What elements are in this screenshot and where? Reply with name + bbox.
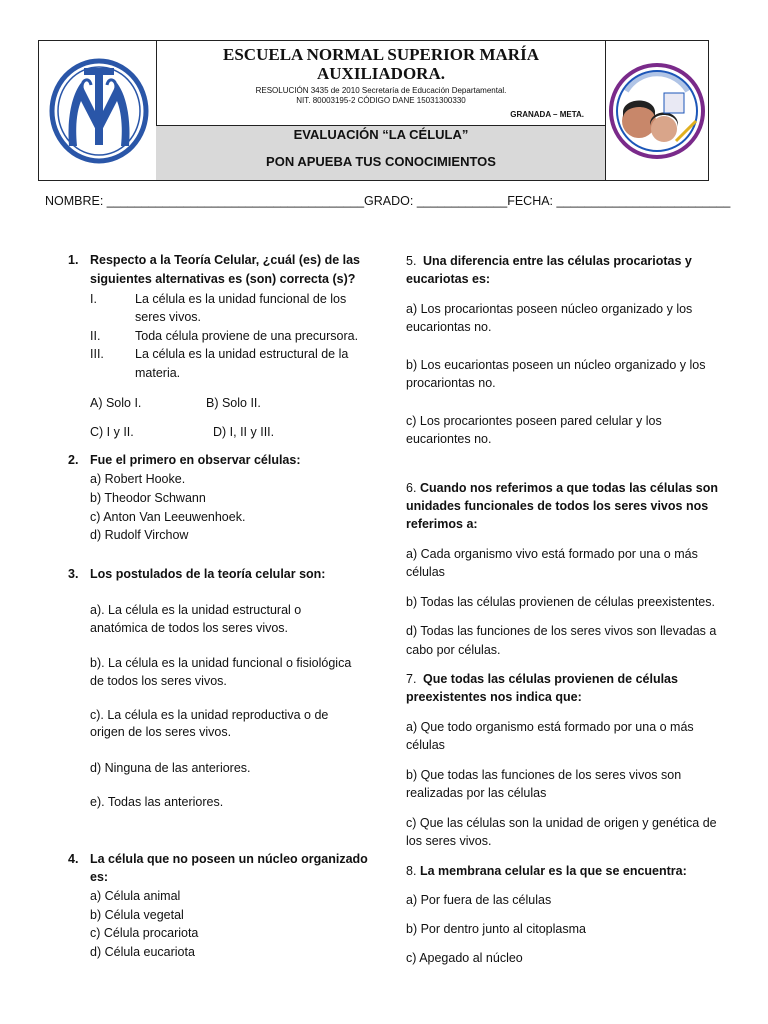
q1-text-line1: Respecto a la Teoría Celular, ¿cuál (es) de las <box>90 253 361 267</box>
q6-number: 6. <box>406 481 417 495</box>
resolution-text: RESOLUCIÓN 3435 de 2010 Secretaría de Educación Departamental. <box>255 86 507 95</box>
q1-statement-1b: seres vivos. <box>135 310 201 324</box>
q1-statement-3b: materia. <box>135 366 181 380</box>
q3-option-b-line2: de todos los seres vivos. <box>90 674 227 688</box>
q6-option-d-line2: cabo por células. <box>406 643 501 657</box>
q1-statement-3a: La célula es la unidad estructural de la <box>135 347 349 361</box>
evaluation-title: EVALUACIÓN “LA CÉLULA” <box>156 125 606 145</box>
q4-option-c: c) Célula procariota <box>90 926 199 940</box>
q7-option-c-line2: los seres vivos. <box>406 834 492 848</box>
q7-option-a-line2: células <box>406 738 445 752</box>
q3-option-c-line1: c). La célula es la unidad reproductiva o de <box>90 708 329 722</box>
q1-statement-1a: La célula es la unidad funcional de los <box>135 292 347 306</box>
q5-option-a-line2: eucariontas no. <box>406 320 492 334</box>
school-name-line2: AUXILIADORA. <box>317 64 445 83</box>
q3-option-d: d) Ninguna de las anteriores. <box>90 761 251 775</box>
saints-emblem-icon <box>606 41 708 180</box>
header-box <box>38 40 709 181</box>
q6-text-line1: Cuando nos referimos a que todas las células son <box>420 481 718 495</box>
q7-text-line2: preexistentes nos indica que: <box>406 690 582 704</box>
q2-text: Fue el primero en observar células: <box>90 453 301 467</box>
q6-option-a-line1: a) Cada organismo vivo está formado por una o más <box>406 547 698 561</box>
q8-number: 8. <box>406 864 417 878</box>
q1-roman-1: I. <box>90 292 97 306</box>
q7-number: 7. <box>406 672 417 686</box>
header-center <box>156 41 606 180</box>
q8-option-b: b) Por dentro junto al citoplasma <box>406 922 586 936</box>
q6-option-d-line1: d) Todas las funciones de los seres vivos son llevadas a <box>406 624 717 638</box>
q1-roman-3: III. <box>90 347 104 361</box>
q6-option-b: b) Todas las células provienen de células preexistentes. <box>406 595 715 609</box>
q8-option-a: a) Por fuera de las células <box>406 893 552 907</box>
q2-option-c: c) Anton Van Leeuwenhoek. <box>90 510 246 524</box>
q7-option-a-line1: a) Que todo organismo está formado por una o más <box>406 720 694 734</box>
q4-text-line2: es: <box>90 870 109 884</box>
q5-text-line1: Una diferencia entre las células procariotas y <box>423 254 692 268</box>
school-logo <box>39 41 157 180</box>
q1-number: 1. <box>68 253 79 267</box>
q2-option-d: d) Rudolf Virchow <box>90 528 189 542</box>
q3-text: Los postulados de la teoría celular son: <box>90 567 326 581</box>
q5-text-line2: eucariotas es: <box>406 272 491 286</box>
q8-option-c: c) Apegado al núcleo <box>406 951 523 965</box>
q1-option-d: D) I, II y III. <box>213 425 275 439</box>
q7-option-b-line2: realizadas por las células <box>406 786 547 800</box>
q6-text-line2: unidades funcionales de todos los seres vivos nos <box>406 499 709 513</box>
don-bosco-logo <box>605 41 708 180</box>
school-monogram-icon <box>39 41 156 180</box>
q1-text-line2: siguientes alternativas es (son) correcta (s)? <box>90 272 356 286</box>
q3-option-a-line2: anatómica de todos los seres vivos. <box>90 621 289 635</box>
q3-option-b-line1: b). La célula es la unidad funcional o fisiológica <box>90 656 352 670</box>
q3-option-c-line2: origen de los seres vivos. <box>90 725 232 739</box>
q1-statement-2: Toda célula proviene de una precursora. <box>135 329 359 343</box>
school-name <box>156 45 606 83</box>
q5-option-c-line1: c) Los procariontes poseen pared celular y los <box>406 414 662 428</box>
q2-number: 2. <box>68 453 79 467</box>
q3-option-e: e). Todas las anteriores. <box>90 795 224 809</box>
q4-option-d: d) Célula eucariota <box>90 945 195 959</box>
q6-text-line3: referimos a: <box>406 517 478 531</box>
q5-option-b-line2: procariontas no. <box>406 376 496 390</box>
q4-text-line1: La célula que no poseen un núcleo organizado <box>90 852 368 866</box>
nit-text: NIT. 80003195-2 CÓDIGO DANE 15031300330 <box>296 96 466 105</box>
q7-option-b-line1: b) Que todas las funciones de los seres vivos son <box>406 768 682 782</box>
q3-number: 3. <box>68 567 79 581</box>
q5-option-a-line1: a) Los procariontas poseen núcleo organizado y los <box>406 302 693 316</box>
q2-option-b: b) Theodor Schwann <box>90 491 206 505</box>
q5-number: 5. <box>406 254 417 268</box>
q1-option-a: A) Solo I. <box>90 396 142 410</box>
q1-option-b: B) Solo II. <box>206 396 261 410</box>
school-name-line1: ESCUELA NORMAL SUPERIOR MARÍA <box>223 45 539 64</box>
q6-option-a-line2: células <box>406 565 445 579</box>
evaluation-subtitle: PON APUEBA TUS CONOCIMIENTOS <box>156 144 606 181</box>
q3-option-a-line1: a). La célula es la unidad estructural o <box>90 603 302 617</box>
name-grade-date-line: NOMBRE: _____________________________________GRADO: _____________FECHA: _________________________ <box>45 194 731 208</box>
q4-number: 4. <box>68 852 79 866</box>
q1-option-c: C) I y II. <box>90 425 134 439</box>
q1-roman-2: II. <box>90 329 101 343</box>
q5-option-b-line1: b) Los eucariontas poseen un núcleo organizado y los <box>406 358 706 372</box>
location-text: GRANADA – META. <box>510 110 584 119</box>
q2-option-a: a) Robert Hooke. <box>90 472 186 486</box>
q7-text-line1: Que todas las células provienen de células <box>423 672 678 686</box>
q4-option-b: b) Célula vegetal <box>90 908 184 922</box>
q8-text: La membrana celular es la que se encuentra: <box>420 864 687 878</box>
q7-option-c-line1: c) Que las células son la unidad de origen y genética de <box>406 816 717 830</box>
q5-option-c-line2: eucariontes no. <box>406 432 492 446</box>
resolution-info <box>156 86 606 106</box>
q4-option-a: a) Célula animal <box>90 889 181 903</box>
